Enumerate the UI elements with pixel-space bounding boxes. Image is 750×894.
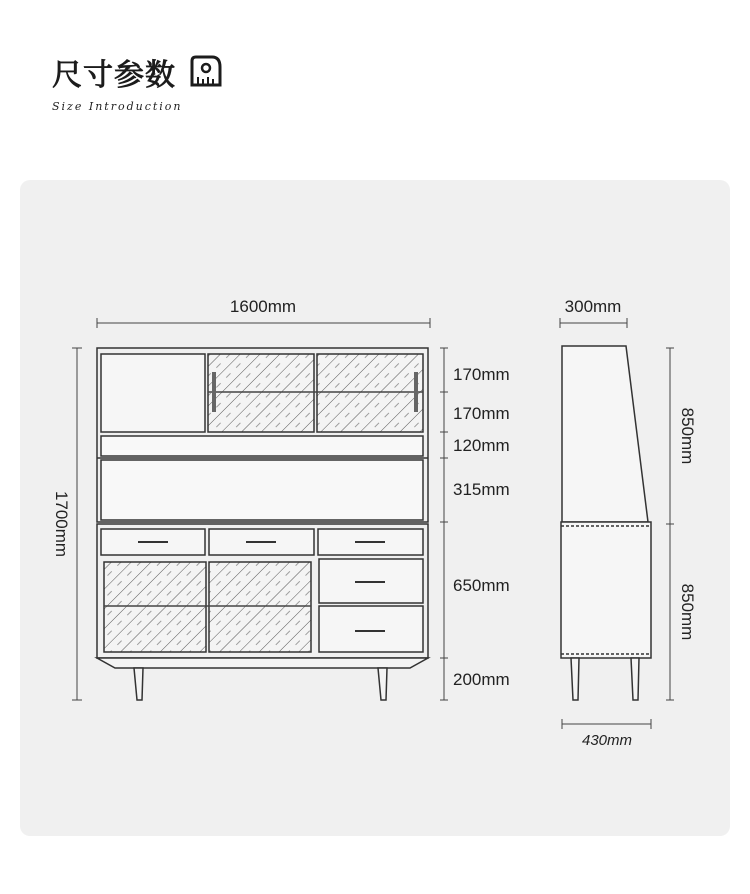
side-top-depth-label: 300mm: [564, 297, 622, 316]
front-height-label: 1700mm: [52, 490, 71, 558]
bottom-glass-door-left: [104, 562, 206, 652]
side-view: [561, 346, 651, 700]
side-upper-height-label: 850mm: [678, 407, 697, 465]
top-glass-door-right: [317, 354, 423, 432]
page-title: 尺寸参数: [52, 58, 176, 93]
front-view: [97, 348, 428, 700]
drawer-5: [319, 606, 423, 652]
page-subtitle: Size Introduction: [52, 100, 183, 113]
section-1-label: 170mm: [453, 365, 510, 384]
top-left-door: [101, 354, 205, 432]
section-6-label: 200mm: [453, 670, 510, 689]
side-bottom-depth-label: 430mm: [581, 732, 633, 749]
section-5-label: 650mm: [453, 576, 510, 595]
top-glass-door-left: [208, 354, 314, 432]
section-3-label: 120mm: [453, 436, 510, 455]
bottom-glass-door-right: [209, 562, 311, 652]
side-lower-height-label: 850mm: [678, 583, 697, 641]
section-4-label: 315mm: [453, 480, 510, 499]
section-2-label: 170mm: [453, 404, 510, 423]
front-width-label: 1600mm: [229, 297, 297, 316]
